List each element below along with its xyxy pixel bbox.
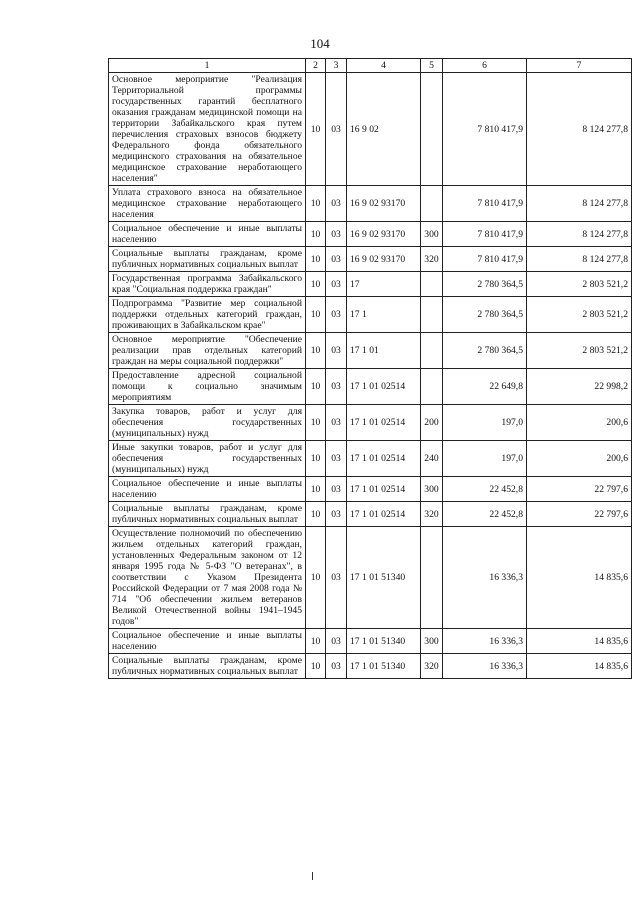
subsection-code: 03 [326,441,347,477]
expense-type-code [421,333,443,369]
item-name: Подпрограмма "Развитие мер социальной поддержки отдельных категорий граждан, проживающих в Забайкальском крае" [109,297,306,333]
amount-year-1: 7 810 417,9 [443,73,527,186]
expense-type-code [421,527,443,629]
section-code: 10 [306,369,326,405]
item-name: Уплата страхового взноса на обязательное медицинское страхование неработающего населения [109,186,306,222]
section-code: 10 [306,477,326,502]
amount-year-2: 8 124 277,8 [527,73,632,186]
expense-type-code [421,369,443,405]
amount-year-1: 2 780 364,5 [443,297,527,333]
expense-type-code: 300 [421,477,443,502]
item-name: Социальные выплаты гражданам, кроме публичных нормативных социальных выплат [109,502,306,527]
subsection-code: 03 [326,369,347,405]
budget-table [108,58,632,679]
column-header: 2 [306,59,326,73]
column-header: 3 [326,59,347,73]
amount-year-1: 22 649,8 [443,369,527,405]
expense-type-code: 320 [421,247,443,272]
column-header: 5 [421,59,443,73]
amount-year-1: 2 780 364,5 [443,333,527,369]
amount-year-1: 16 336,3 [443,629,527,654]
amount-year-1: 7 810 417,9 [443,222,527,247]
table-row [109,502,632,527]
section-code: 10 [306,222,326,247]
amount-year-2: 8 124 277,8 [527,222,632,247]
amount-year-2: 14 835,6 [527,654,632,679]
subsection-code: 03 [326,405,347,441]
amount-year-1: 7 810 417,9 [443,247,527,272]
page-number: 104 [310,36,330,51]
table-row [109,369,632,405]
table-row [109,247,632,272]
table-row [109,333,632,369]
section-code: 10 [306,654,326,679]
expense-type-code [421,297,443,333]
item-name: Социальные выплаты гражданам, кроме публичных нормативных социальных выплат [109,654,306,679]
subsection-code: 03 [326,247,347,272]
amount-year-2: 200,6 [527,405,632,441]
table-row [109,654,632,679]
item-name: Социальное обеспечение и иные выплаты населению [109,477,306,502]
page-footer-mark [312,872,313,880]
target-article-code: 17 1 01 02514 [347,502,421,527]
section-code: 10 [306,629,326,654]
target-article-code: 17 1 [347,297,421,333]
amount-year-2: 14 835,6 [527,527,632,629]
table-row [109,527,632,629]
amount-year-1: 22 452,8 [443,502,527,527]
expense-type-code: 320 [421,502,443,527]
target-article-code: 17 1 01 02514 [347,441,421,477]
expense-type-code: 320 [421,654,443,679]
amount-year-2: 14 835,6 [527,629,632,654]
item-name: Осуществление полномочий по обеспечению жильем отдельных категорий граждан, установленных Федеральным законом от 12 января 1995 года № 5-ФЗ "О ветеранах", в соответствии с Указом Президента Российской Федерации от 7 мая 2008 года № 714 "Об обеспечении жильем ветеранов Великой Отечественной войны 1941–1945 годов" [109,527,306,629]
table-row [109,272,632,297]
amount-year-2: 2 803 521,2 [527,297,632,333]
section-code: 10 [306,247,326,272]
item-name: Иные закупки товаров, работ и услуг для обеспечения государственных (муниципальных) нужд [109,441,306,477]
target-article-code: 17 1 01 51340 [347,527,421,629]
item-name: Государственная программа Забайкальского края "Социальная поддержка граждан" [109,272,306,297]
subsection-code: 03 [326,272,347,297]
expense-type-code: 200 [421,405,443,441]
table-row [109,297,632,333]
amount-year-1: 22 452,8 [443,477,527,502]
amount-year-1: 197,0 [443,441,527,477]
expense-type-code: 300 [421,222,443,247]
table-row [109,73,632,186]
target-article-code: 17 1 01 51340 [347,629,421,654]
amount-year-1: 197,0 [443,405,527,441]
amount-year-1: 16 336,3 [443,527,527,629]
subsection-code: 03 [326,477,347,502]
item-name: Закупка товаров, работ и услуг для обеспечения государственных (муниципальных) нужд [109,405,306,441]
table-row [109,629,632,654]
expense-type-code [421,272,443,297]
header-row [109,59,632,73]
section-code: 10 [306,333,326,369]
amount-year-2: 22 797,6 [527,502,632,527]
table-row [109,441,632,477]
subsection-code: 03 [326,222,347,247]
table-row [109,222,632,247]
amount-year-2: 8 124 277,8 [527,186,632,222]
subsection-code: 03 [326,502,347,527]
expense-type-code [421,73,443,186]
subsection-code: 03 [326,654,347,679]
amount-year-2: 2 803 521,2 [527,272,632,297]
section-code: 10 [306,186,326,222]
section-code: 10 [306,405,326,441]
section-code: 10 [306,297,326,333]
amount-year-2: 200,6 [527,441,632,477]
table-row [109,186,632,222]
subsection-code: 03 [326,527,347,629]
target-article-code: 17 [347,272,421,297]
target-article-code: 17 1 01 02514 [347,369,421,405]
subsection-code: 03 [326,297,347,333]
amount-year-1: 16 336,3 [443,654,527,679]
target-article-code: 17 1 01 02514 [347,477,421,502]
item-name: Социальные выплаты гражданам, кроме публичных нормативных социальных выплат [109,247,306,272]
section-code: 10 [306,527,326,629]
target-article-code: 16 9 02 93170 [347,222,421,247]
item-name: Социальное обеспечение и иные выплаты населению [109,222,306,247]
amount-year-2: 22 998,2 [527,369,632,405]
item-name: Основное мероприятие "Обеспечение реализации прав отдельных категорий граждан на меры социальной поддержки" [109,333,306,369]
subsection-code: 03 [326,333,347,369]
target-article-code: 16 9 02 93170 [347,247,421,272]
amount-year-2: 8 124 277,8 [527,247,632,272]
expense-type-code: 300 [421,629,443,654]
expense-type-code [421,186,443,222]
column-header: 1 [109,59,306,73]
target-article-code: 17 1 01 [347,333,421,369]
subsection-code: 03 [326,73,347,186]
target-article-code: 16 9 02 [347,73,421,186]
amount-year-1: 7 810 417,9 [443,186,527,222]
column-header: 4 [347,59,421,73]
amount-year-2: 22 797,6 [527,477,632,502]
amount-year-2: 2 803 521,2 [527,333,632,369]
table-row [109,477,632,502]
column-header: 7 [527,59,632,73]
section-code: 10 [306,502,326,527]
target-article-code: 17 1 01 02514 [347,405,421,441]
subsection-code: 03 [326,186,347,222]
item-name: Социальное обеспечение и иные выплаты населению [109,629,306,654]
section-code: 10 [306,73,326,186]
target-article-code: 16 9 02 93170 [347,186,421,222]
item-name: Основное мероприятие "Реализация Территориальной программы государственных гарантий бесплатного оказания гражданам медицинской помощи на территории Забайкальского края путем перечисления страховых взносов бюджету Федерального фонда обязательного медицинского страхования на обязательное медицинское страхование неработающего населения" [109,73,306,186]
column-header: 6 [443,59,527,73]
subsection-code: 03 [326,629,347,654]
section-code: 10 [306,441,326,477]
target-article-code: 17 1 01 51340 [347,654,421,679]
section-code: 10 [306,272,326,297]
item-name: Предоставление адресной социальной помощи к социально значимым мероприятиям [109,369,306,405]
expense-type-code: 240 [421,441,443,477]
amount-year-1: 2 780 364,5 [443,272,527,297]
table-row [109,405,632,441]
